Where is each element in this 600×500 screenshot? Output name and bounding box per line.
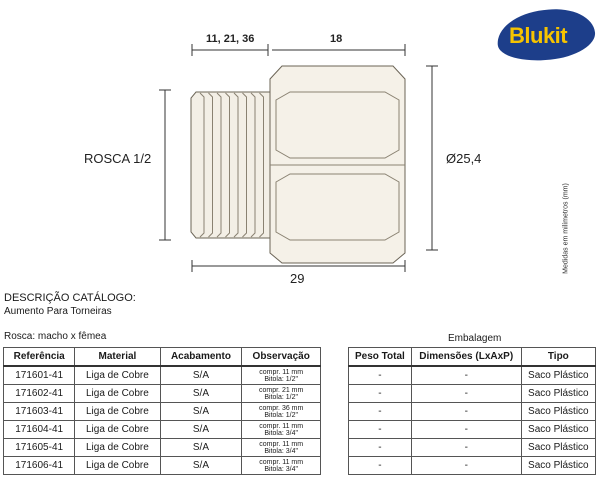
cell-reference: 171601-41 <box>4 366 75 385</box>
table-row <box>349 421 596 439</box>
cell-reference: 171604-41 <box>4 421 75 439</box>
table-row <box>4 385 321 403</box>
table-row <box>4 439 321 457</box>
packaging-label: Embalagem <box>448 333 502 344</box>
cell-type: Saco Plástico <box>521 439 595 457</box>
hex-body <box>270 66 405 263</box>
cell-reference: 171602-41 <box>4 385 75 403</box>
observation-gauge: Bitola: 3/4" <box>264 447 298 455</box>
col-reference: Referência <box>4 348 75 367</box>
cell-observation <box>242 385 321 403</box>
table-row <box>349 439 596 457</box>
product-table <box>3 347 321 475</box>
dim-thread-length: 11, 21, 36 <box>206 33 255 45</box>
cell-finish: S/A <box>160 366 242 385</box>
logo-wordmark: Blukit <box>509 23 568 48</box>
observation-gauge: Bitola: 1/2" <box>264 375 298 383</box>
observation-length: compr. 21 mm <box>259 386 304 394</box>
observation-length: compr. 36 mm <box>259 404 304 412</box>
cell-finish: S/A <box>160 421 242 439</box>
col-type: Tipo <box>521 348 595 367</box>
cell-material: Liga de Cobre <box>75 385 160 403</box>
table-row <box>349 385 596 403</box>
observation-gauge: Bitola: 3/4" <box>264 465 298 473</box>
cell-dimensions: - <box>411 439 521 457</box>
cell-material: Liga de Cobre <box>75 439 160 457</box>
dim-diameter: Ø25,4 <box>446 151 482 166</box>
cell-observation <box>242 403 321 421</box>
thread-type: Rosca: macho x fêmea <box>4 331 107 342</box>
description-text: Aumento Para Torneiras <box>4 306 112 317</box>
cell-finish: S/A <box>160 457 242 475</box>
table-row <box>4 457 321 475</box>
cell-type: Saco Plástico <box>521 385 595 403</box>
cell-observation <box>242 457 321 475</box>
cell-finish: S/A <box>160 403 242 421</box>
cell-material: Liga de Cobre <box>75 421 160 439</box>
dim-hex-length: 18 <box>330 33 343 45</box>
observation-gauge: Bitola: 1/2" <box>264 393 298 401</box>
cell-observation <box>242 366 321 385</box>
cell-finish: S/A <box>160 439 242 457</box>
observation-gauge: Bitola: 1/2" <box>264 411 298 419</box>
cell-dimensions: - <box>411 403 521 421</box>
cell-material: Liga de Cobre <box>75 366 160 385</box>
cell-dimensions: - <box>411 457 521 475</box>
cell-material: Liga de Cobre <box>75 403 160 421</box>
table-row <box>349 457 596 475</box>
cell-type: Saco Plástico <box>521 421 595 439</box>
cell-dimensions: - <box>411 421 521 439</box>
cell-material: Liga de Cobre <box>75 457 160 475</box>
col-observation: Observação <box>242 348 321 367</box>
observation-length: compr. 11 mm <box>259 440 304 448</box>
cell-observation <box>242 421 321 439</box>
cell-reference: 171603-41 <box>4 403 75 421</box>
cell-type: Saco Plástico <box>521 366 595 385</box>
table-row <box>349 366 596 385</box>
cell-total-weight: - <box>349 457 412 475</box>
table-header-row <box>349 348 596 367</box>
table-row <box>4 366 321 385</box>
table-row <box>4 421 321 439</box>
packaging-table <box>348 347 596 475</box>
cell-dimensions: - <box>411 385 521 403</box>
cell-type: Saco Plástico <box>521 457 595 475</box>
col-finish: Acabamento <box>160 348 242 367</box>
observation-gauge: Bitola: 3/4" <box>264 429 298 437</box>
cell-dimensions: - <box>411 366 521 385</box>
col-material: Material <box>75 348 160 367</box>
threaded-section <box>191 92 270 238</box>
cell-observation <box>242 439 321 457</box>
cell-reference: 171606-41 <box>4 457 75 475</box>
col-total-weight: Peso Total <box>349 348 412 367</box>
table-row <box>349 403 596 421</box>
cell-total-weight: - <box>349 403 412 421</box>
description-title: DESCRIÇÃO CATÁLOGO: <box>4 292 136 304</box>
cell-total-weight: - <box>349 439 412 457</box>
observation-length: compr. 11 mm <box>259 458 304 466</box>
col-dimensions: Dimensões (LxAxP) <box>411 348 521 367</box>
observation-length: compr. 11 mm <box>259 422 304 430</box>
cell-total-weight: - <box>349 385 412 403</box>
brand-logo <box>497 10 595 62</box>
observation-length: compr. 11 mm <box>259 368 304 376</box>
dim-total-length: 29 <box>290 271 305 286</box>
cell-finish: S/A <box>160 385 242 403</box>
cell-total-weight: - <box>349 421 412 439</box>
cell-type: Saco Plástico <box>521 403 595 421</box>
table-header-row <box>4 348 321 367</box>
units-note: Medidas em milímetros (mm) <box>562 183 570 274</box>
table-row <box>4 403 321 421</box>
cell-total-weight: - <box>349 366 412 385</box>
cell-reference: 171605-41 <box>4 439 75 457</box>
dim-thread-size: ROSCA 1/2 <box>84 151 152 166</box>
